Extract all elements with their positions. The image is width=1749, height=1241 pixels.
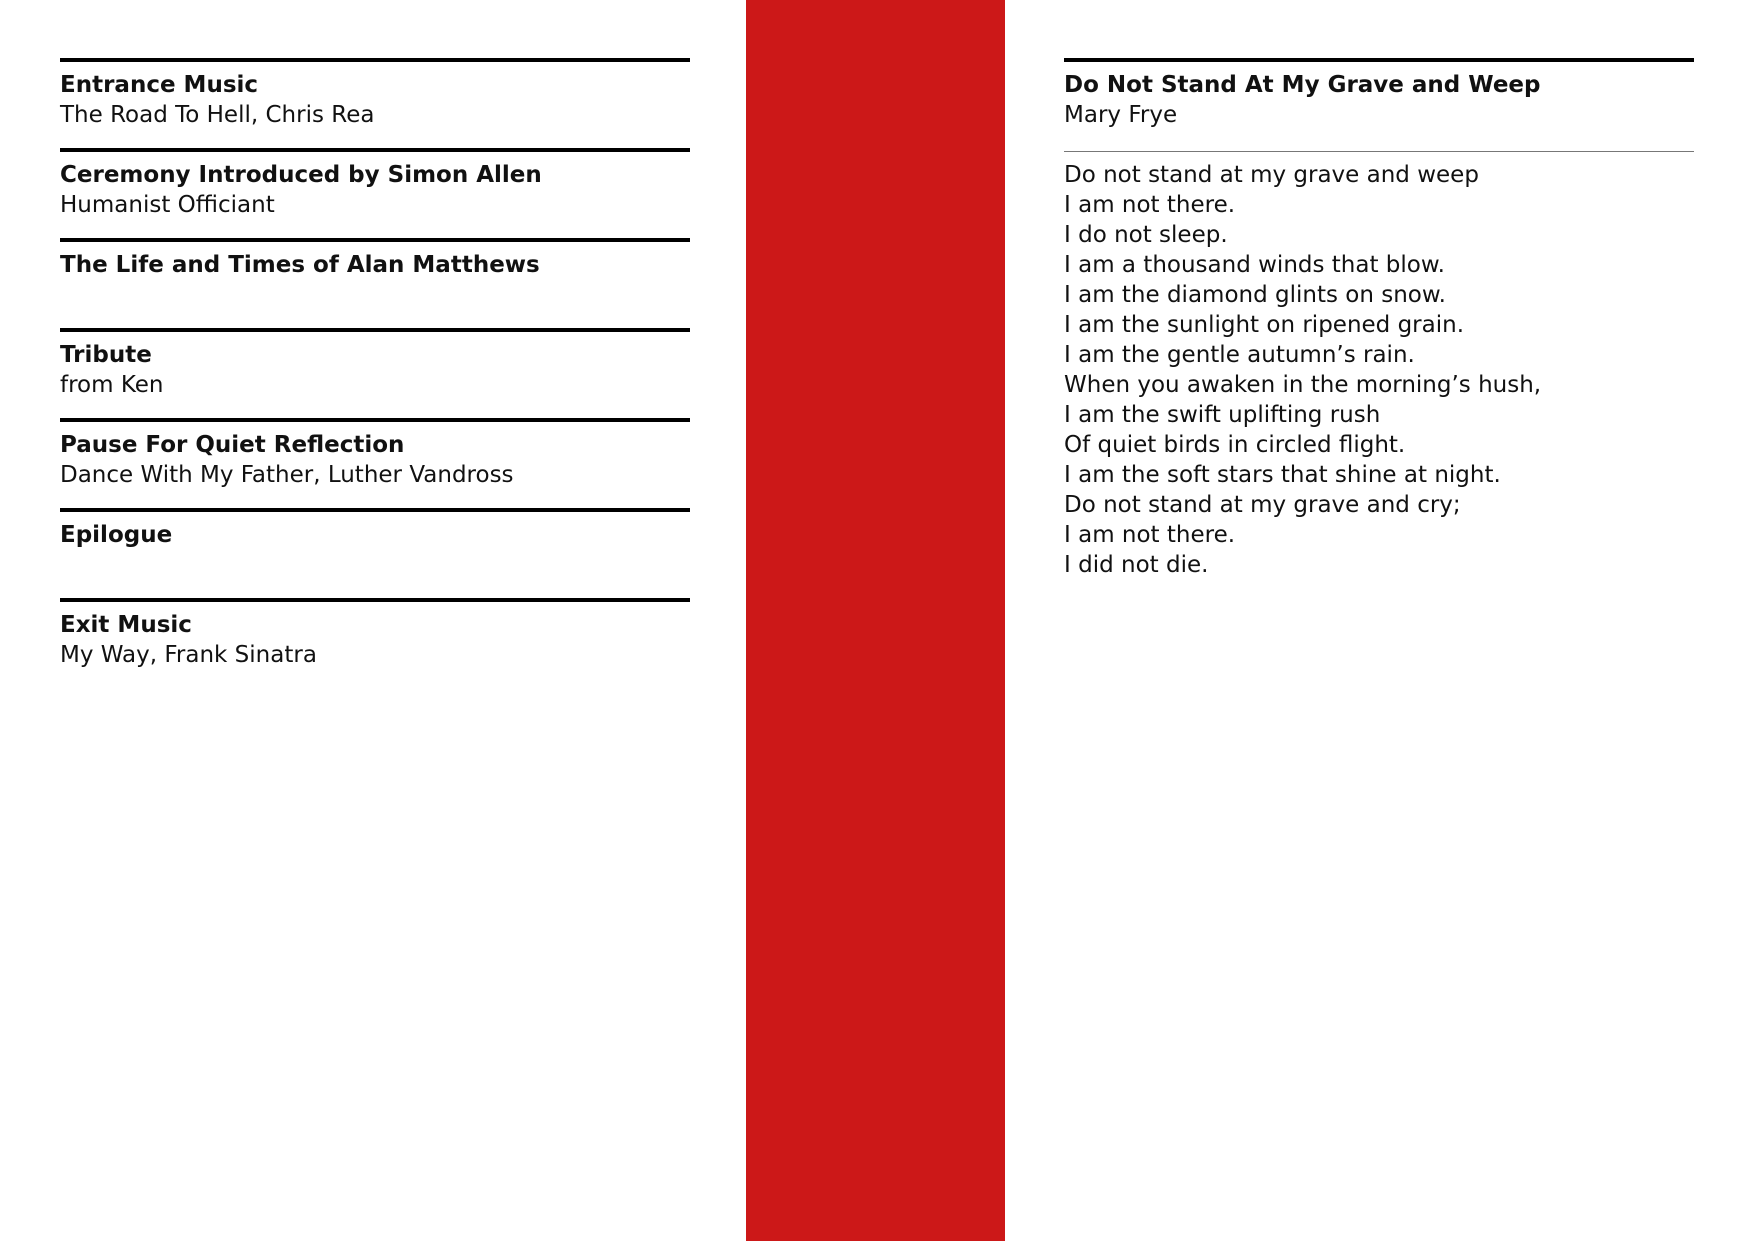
service-item-subtitle: Dance With My Father, Luther Vandross (60, 462, 514, 488)
order-of-service (60, 58, 690, 688)
red-divider-band (746, 0, 1005, 1241)
service-item (60, 598, 690, 684)
service-item-title: Epilogue (60, 522, 173, 548)
poem-header (1064, 58, 1694, 152)
service-item-subtitle: My Way, Frank Sinatra (60, 642, 317, 668)
service-item (60, 148, 690, 234)
service-item (60, 418, 690, 504)
service-item-title: The Life and Times of Alan Matthews (60, 252, 540, 278)
poem-line: I am the diamond glints on snow. (1064, 282, 1446, 308)
poem-line: I am the swift uplifting rush (1064, 402, 1381, 428)
service-item (60, 58, 690, 144)
poem-line: I do not sleep. (1064, 222, 1228, 248)
poem-line: I am a thousand winds that blow. (1064, 252, 1445, 278)
poem-author: Mary Frye (1064, 102, 1178, 128)
service-item-subtitle: The Road To Hell, Chris Rea (60, 102, 375, 128)
poem-line: Do not stand at my grave and weep (1064, 162, 1479, 188)
service-item-title: Ceremony Introduced by Simon Allen (60, 162, 542, 188)
poem-body (1064, 152, 1694, 580)
service-item-subtitle: from Ken (60, 372, 164, 398)
service-item-title: Entrance Music (60, 72, 259, 98)
poem-line: Do not stand at my grave and cry; (1064, 492, 1461, 518)
service-item-title: Exit Music (60, 612, 192, 638)
poem-line: I am the soft stars that shine at night. (1064, 462, 1501, 488)
poem-line: I am the gentle autumn’s rain. (1064, 342, 1415, 368)
service-item-title: Pause For Quiet Reflection (60, 432, 405, 458)
service-item (60, 508, 690, 594)
poem-title: Do Not Stand At My Grave and Weep (1064, 72, 1541, 98)
service-item-title: Tribute (60, 342, 152, 368)
service-item (60, 328, 690, 414)
service-item-subtitle: Humanist Officiant (60, 192, 275, 218)
service-item (60, 238, 690, 324)
poem-line: I am not there. (1064, 522, 1236, 548)
poem-line: When you awaken in the morning’s hush, (1064, 372, 1542, 398)
poem-line: I am not there. (1064, 192, 1236, 218)
poem-section (1064, 58, 1694, 580)
poem-line: I did not die. (1064, 552, 1209, 578)
poem-line: Of quiet birds in circled flight. (1064, 432, 1406, 458)
poem-line: I am the sunlight on ripened grain. (1064, 312, 1465, 338)
